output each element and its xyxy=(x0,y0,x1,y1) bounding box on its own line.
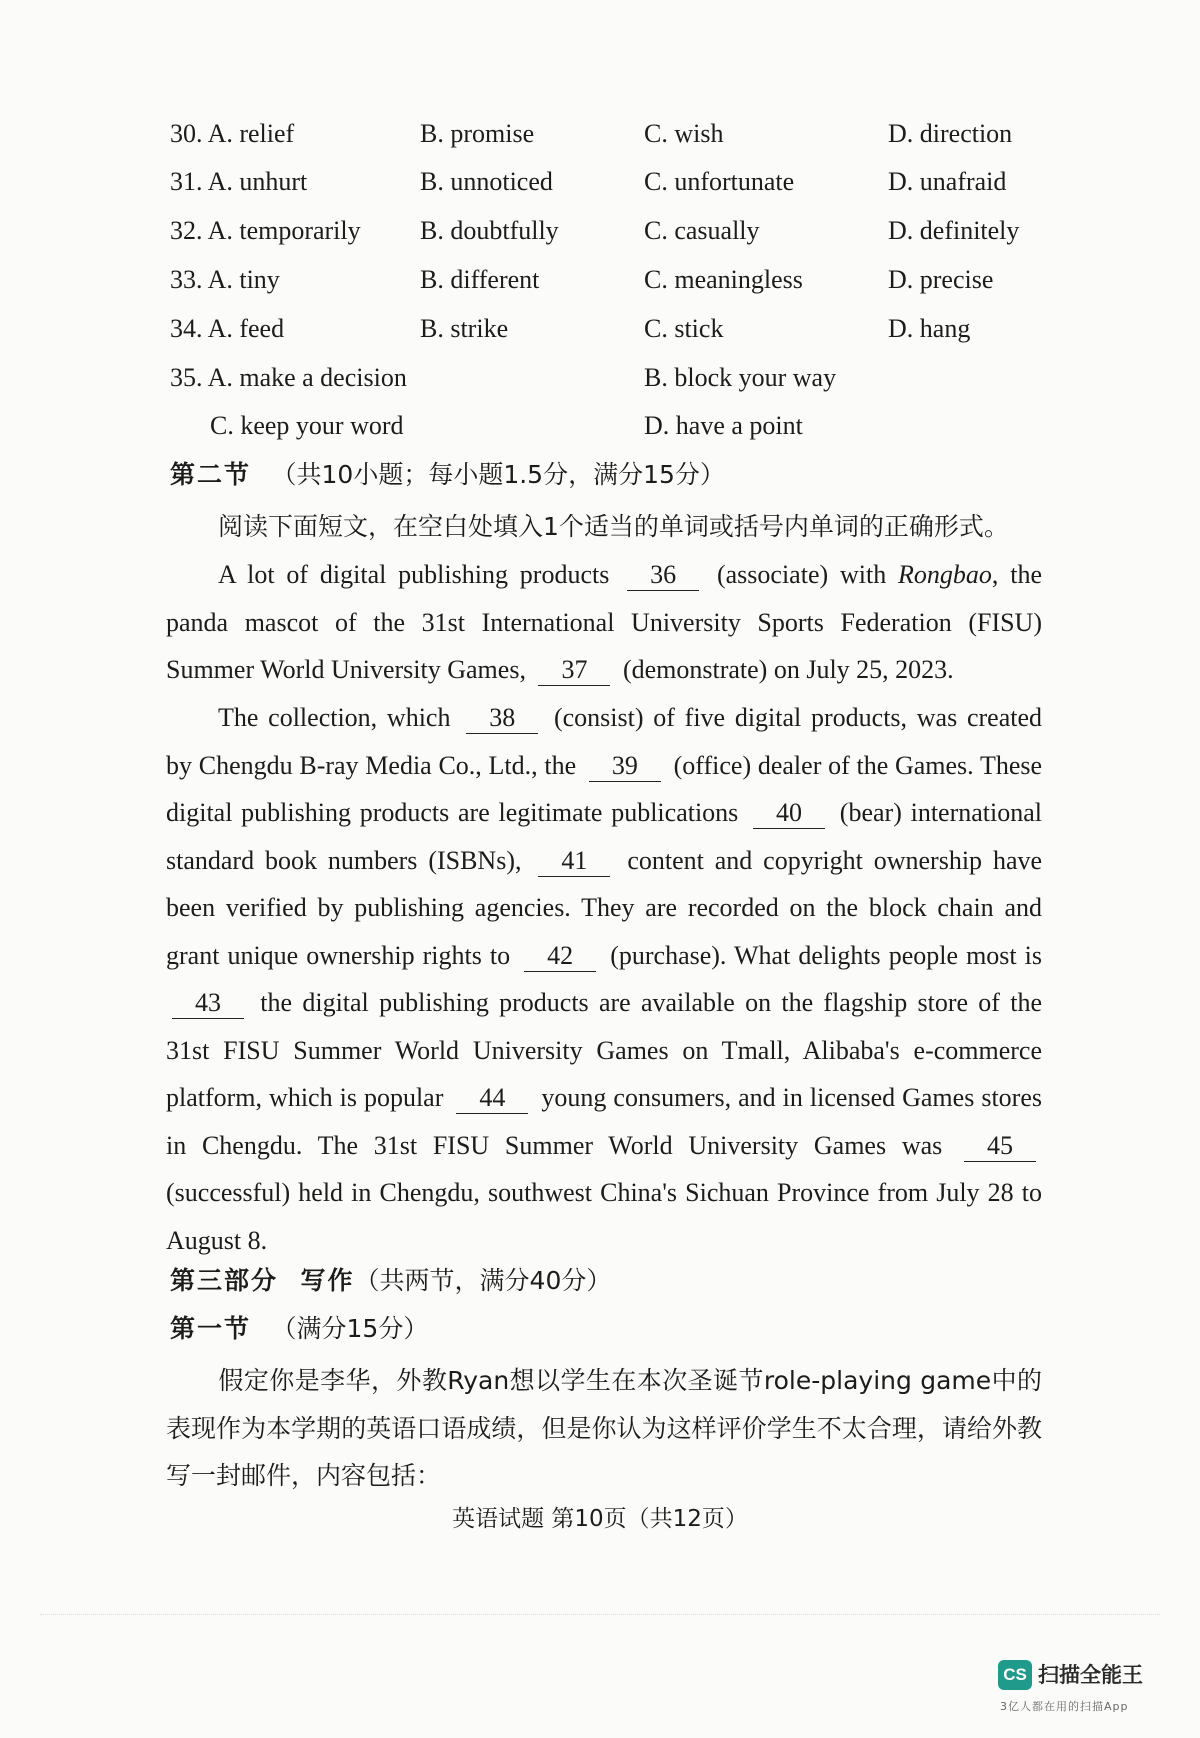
section-2-heading xyxy=(170,455,725,495)
passage-text: content and copyright ownership have been verified by publishing agencies. They are recorded on the block chain and grant unique ownership rights to xyxy=(166,845,1043,970)
passage-text: (bear) international standard book numbers (ISBNs), xyxy=(166,798,1042,875)
option-b: B. different xyxy=(420,265,540,294)
question-35-options-row2 xyxy=(0,406,1200,446)
blank-39[interactable]: 39 xyxy=(589,751,661,782)
section-title: 第二节 xyxy=(170,460,252,489)
blank-45[interactable]: 45 xyxy=(964,1131,1036,1162)
option-a: 33. A. tiny xyxy=(170,265,280,294)
passage-text: (successful) held in Chengdu, southwest China's Sichuan Province from July 28 to August 8. xyxy=(166,1178,1042,1255)
blank-42[interactable]: 42 xyxy=(524,941,596,972)
passage-text: (office) dealer of the Games. These digital publishing products are legitimate publications xyxy=(166,750,1043,827)
section-rule: （满分15分） xyxy=(271,1314,429,1343)
passage-paragraph-2 xyxy=(166,694,1042,1264)
option-c: C. keep your word xyxy=(210,411,404,440)
section-rule: （共10小题；每小题1.5分，满分15分） xyxy=(271,460,725,489)
option-b: B. strike xyxy=(420,314,509,343)
question-32-options xyxy=(0,211,1200,251)
blank-44[interactable]: 44 xyxy=(456,1083,528,1114)
camscanner-logo-icon: CS xyxy=(998,1660,1032,1690)
option-a: 35. A. make a decision xyxy=(170,363,407,392)
option-a: 30. A. relief xyxy=(170,119,295,148)
watermark-tagline: 3亿人都在用的扫描App xyxy=(1000,1700,1129,1713)
question-30-options xyxy=(0,114,1200,154)
page-footer: 英语试题 第10页（共12页） xyxy=(452,1506,748,1532)
mascot-name: Rongbao xyxy=(898,560,992,589)
passage-text: (associate) with xyxy=(716,560,887,589)
blank-38[interactable]: 38 xyxy=(466,703,538,734)
option-d: D. have a point xyxy=(644,411,803,440)
instruction-paragraph xyxy=(166,503,1042,551)
option-b: B. unnoticed xyxy=(420,167,553,196)
blank-40[interactable]: 40 xyxy=(753,798,825,829)
passage-text: , the panda mascot of the 31st International University Sports Federation (FISU) Summer World University Games, xyxy=(166,560,1043,684)
passage-text: (consist) of five digital products, was created by Chengdu B-ray Media Co., Ltd., the xyxy=(166,703,1043,780)
option-c: C. unfortunate xyxy=(644,167,795,196)
option-c: C. casually xyxy=(644,216,760,245)
watermark-app-name: 扫描全能王 xyxy=(1038,1663,1143,1687)
question-31-options xyxy=(0,162,1200,202)
passage-text: the digital publishing products are available on the flagship store of the 31st FISU Summer World University Games on Tmall, Alibaba's e-commerce platform, which is popular xyxy=(166,988,1043,1112)
passage-text: (demonstrate) on July 25, 2023. xyxy=(622,655,954,684)
option-d: D. precise xyxy=(888,265,994,294)
scan-divider xyxy=(40,1614,1160,1615)
question-34-options xyxy=(0,309,1200,349)
blank-43[interactable]: 43 xyxy=(172,988,244,1019)
option-d: D. direction xyxy=(888,119,1013,148)
option-a: 32. A. temporarily xyxy=(170,216,361,245)
section-title: 第一节 xyxy=(170,1314,252,1343)
option-c: C. wish xyxy=(644,119,724,148)
option-c: C. stick xyxy=(644,314,724,343)
section-1-heading xyxy=(170,1309,428,1349)
passage-paragraph-1 xyxy=(166,551,1042,694)
part-title: 第三部分 xyxy=(170,1266,279,1295)
option-b: B. doubtfully xyxy=(420,216,559,245)
passage-text: The collection, which xyxy=(218,703,451,732)
writing-prompt xyxy=(166,1357,1042,1500)
option-c: C. meaningless xyxy=(644,265,803,294)
blank-36[interactable]: 36 xyxy=(627,560,699,591)
question-35-options-row1 xyxy=(0,358,1200,398)
question-33-options xyxy=(0,260,1200,300)
option-a: 31. A. unhurt xyxy=(170,167,308,196)
part-3-heading xyxy=(170,1261,611,1301)
part-subtitle: 写作 xyxy=(300,1266,355,1295)
writing-prompt-text: 假定你是李华，外教Ryan想以学生在本次圣诞节role-playing game中的表现作为本学期的英语口语成绩，但是你认为这样评价学生不太合理，请给外教写一封邮件，内容包括： xyxy=(166,1366,1042,1490)
option-d: D. definitely xyxy=(888,216,1020,245)
blank-37[interactable]: 37 xyxy=(538,655,610,686)
passage-text: young consumers, and in licensed Games stores in Chengdu. The 31st FISU Summer World University Games was xyxy=(166,1083,1042,1160)
part-rule: （共两节，满分40分） xyxy=(354,1266,612,1295)
passage-text: A lot of digital publishing products xyxy=(218,560,610,589)
option-b: B. promise xyxy=(420,119,535,148)
option-b: B. block your way xyxy=(644,363,837,392)
option-d: D. unafraid xyxy=(888,167,1007,196)
passage-text: (purchase). What delights people most is xyxy=(610,940,1043,970)
blank-41[interactable]: 41 xyxy=(538,846,610,877)
option-a: 34. A. feed xyxy=(170,314,285,343)
option-d: D. hang xyxy=(888,314,971,343)
instruction-text: 阅读下面短文，在空白处填入1个适当的单词或括号内单词的正确形式。 xyxy=(218,512,1009,541)
